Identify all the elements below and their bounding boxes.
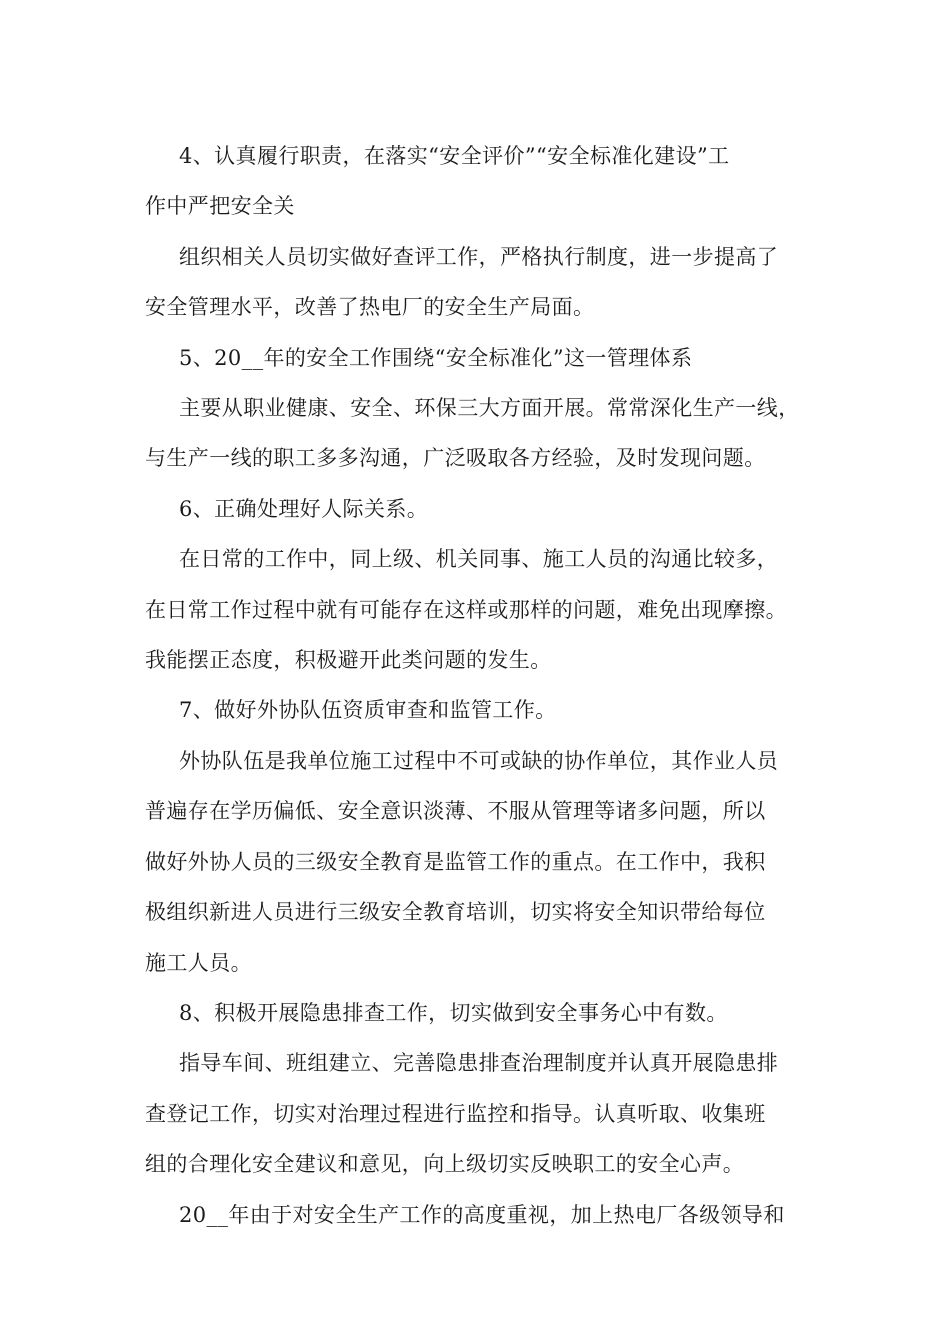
text-line: 4、认真履行职责，在落实“安全评价”“安全标准化建设”工 [179, 144, 730, 168]
section-body-8 [145, 1038, 835, 1189]
text-line: 与生产一线的职工多多沟通，广泛吸取各方经验，及时发现问题。 [145, 446, 766, 471]
text-line: 组织相关人员切实做好查评工作，严格执行制度，进一步提高了 [179, 244, 779, 269]
text-line: 7、做好外协队伍资质审查和监管工作。 [179, 698, 557, 723]
text-line: 在日常工作过程中就有可能存在这样或那样的问题，难免出现摩擦。 [145, 597, 787, 622]
text-line: 外协队伍是我单位施工过程中不可或缺的协作单位，其作业人员 [179, 748, 779, 773]
section-heading-4 [145, 131, 835, 232]
text-line: 作中严把安全关 [145, 194, 295, 219]
section-body-7 [145, 736, 835, 988]
text-line: 6、正确处理好人际关系。 [179, 496, 429, 521]
section-body-6 [145, 534, 835, 685]
text-line: 组的合理化安全建议和意见，向上级切实反映职工的安全心声。 [145, 1152, 745, 1177]
section-heading-7 [145, 685, 835, 735]
text-line: 极组织新进人员进行三级安全教育培训，切实将安全知识带给每位 [145, 900, 766, 925]
text-line: 施工人员。 [145, 950, 252, 975]
section-body-4 [145, 232, 835, 333]
text-line: 在日常的工作中，同上级、机关同事、施工人员的沟通比较多， [179, 547, 779, 572]
section-heading-5 [145, 333, 835, 383]
text-line: 8、积极开展隐患排查工作，切实做到安全事务心中有数。 [179, 1000, 728, 1025]
text-line: 查登记工作，切实对治理过程进行监控和指导。认真听取、收集班 [145, 1101, 766, 1126]
section-heading-8 [145, 988, 835, 1038]
text-line: 安全管理水平，改善了热电厂的安全生产局面。 [145, 295, 595, 320]
section-body-5 [145, 383, 835, 484]
section-summary [145, 1190, 835, 1240]
text-line: 5、20__年的安全工作围绕“安全标准化”这一管理体系 [179, 345, 693, 370]
text-line: 做好外协人员的三级安全教育是监管工作的重点。在工作中，我积 [145, 849, 766, 874]
text-line: 20__年由于对安全生产工作的高度重视，加上热电厂各级领导和 [179, 1202, 785, 1227]
text-line: 我能摆正态度，积极避开此类问题的发生。 [145, 648, 552, 673]
section-heading-6 [145, 484, 835, 534]
text-line: 普遍存在学历偏低、安全意识淡薄、不服从管理等诸多问题，所以 [145, 799, 766, 824]
text-line: 指导车间、班组建立、完善隐患排查治理制度并认真开展隐患排 [179, 1051, 779, 1076]
text-line: 主要从职业健康、安全、环保三大方面开展。常常深化生产一线， [179, 396, 800, 421]
document-body [145, 131, 835, 1240]
